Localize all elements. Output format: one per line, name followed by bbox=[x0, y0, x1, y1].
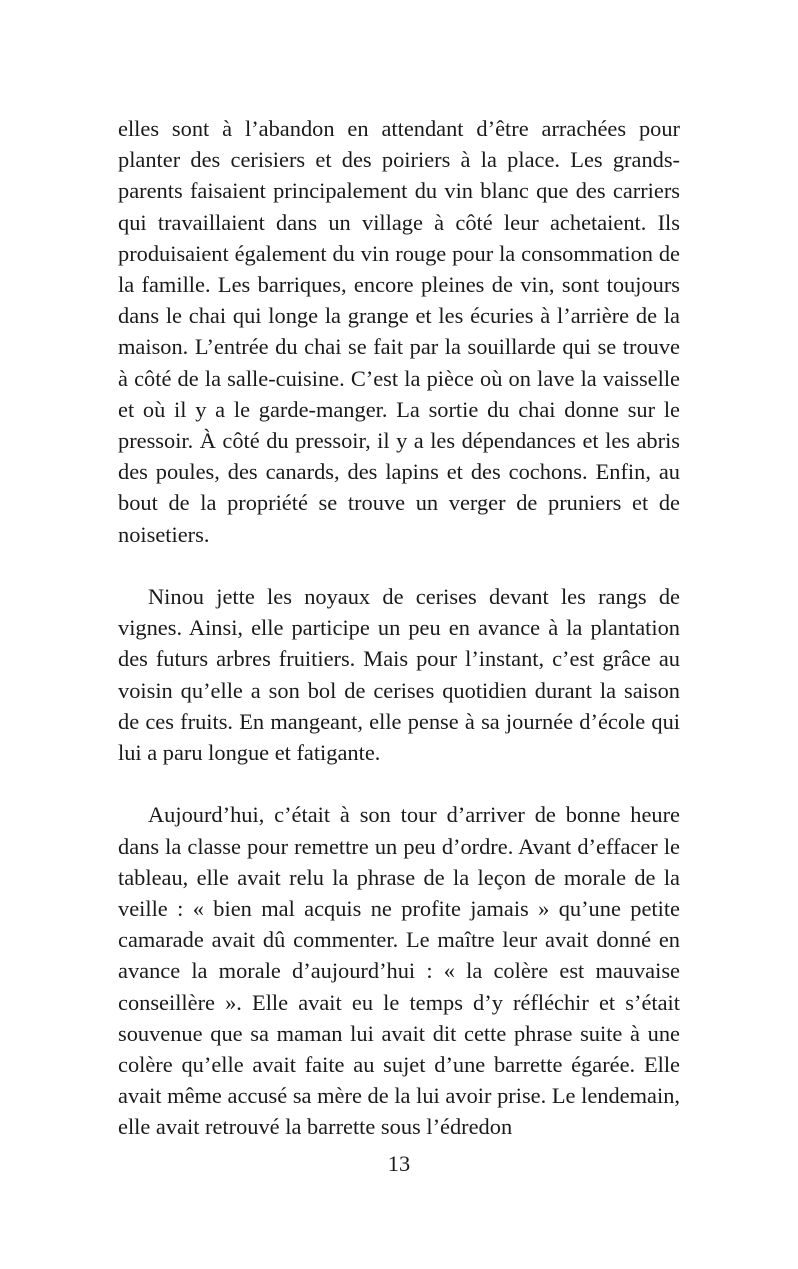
paragraph-aujourdhui: Aujourd’hui, c’était à son tour d’arriver de bonne heure dans la classe pour remettre un peu d’ordre. Avant d’effacer le tableau, elle avait relu la phrase de la leçon de morale de la veille : « bien mal acquis ne profite jamais » qu’une petite camarade avait dû commenter. Le maître leur avait donné en avance la morale d’aujourd’hui : « la colère est mauvaise conseillère ». Elle avait eu le temps d’y réfléchir et s’était souvenue que sa maman lui avait dit cette phrase suite à une colère qu’elle avait faite au sujet d’une barrette égarée. Elle avait même accusé sa mère de la lui avoir prise. Le lendemain, elle avait retrouvé la barrette sous l’édredon bbox=[118, 802, 680, 1140]
body-text bbox=[118, 113, 680, 1143]
paragraph-ninou: Ninou jette les noyaux de cerises devant les rangs de vignes. Ainsi, elle participe un peu en avance à la plantation des futurs arbres fruitiers. Mais pour l’instant, c’est grâce au voisin qu’elle a son bol de cerises quotidien durant la saison de ces fruits. En mangeant, elle pense à sa journée d’école qui lui a paru longue et fatigante. bbox=[118, 584, 680, 766]
page-number: 13 bbox=[387, 1151, 411, 1176]
paragraph-continued: elles sont à l’abandon en attendant d’être arrachées pour planter des cerisiers et des poiriers à la place. Les grands-parents faisaient principalement du vin blanc que des carriers qui travaillaient dans un village à côté leur achetaient. Ils produisaient également du vin rouge pour la consommation de la famille. Les barriques, encore pleines de vin, sont toujours dans le chai qui longe la grange et les écuries à l’arrière de la maison. L’entrée du chai se fait par la souillarde qui se trouve à côté de la salle-cuisine. C’est la pièce où on lave la vaisselle et où il y a le garde-manger. La sortie du chai donne sur le pressoir. À côté du pressoir, il y a les dépendances et les abris des poules, des canards, des lapins et des cochons. Enfin, au bout de la propriété se trouve un verger de pruniers et de noisetiers. bbox=[118, 116, 680, 547]
